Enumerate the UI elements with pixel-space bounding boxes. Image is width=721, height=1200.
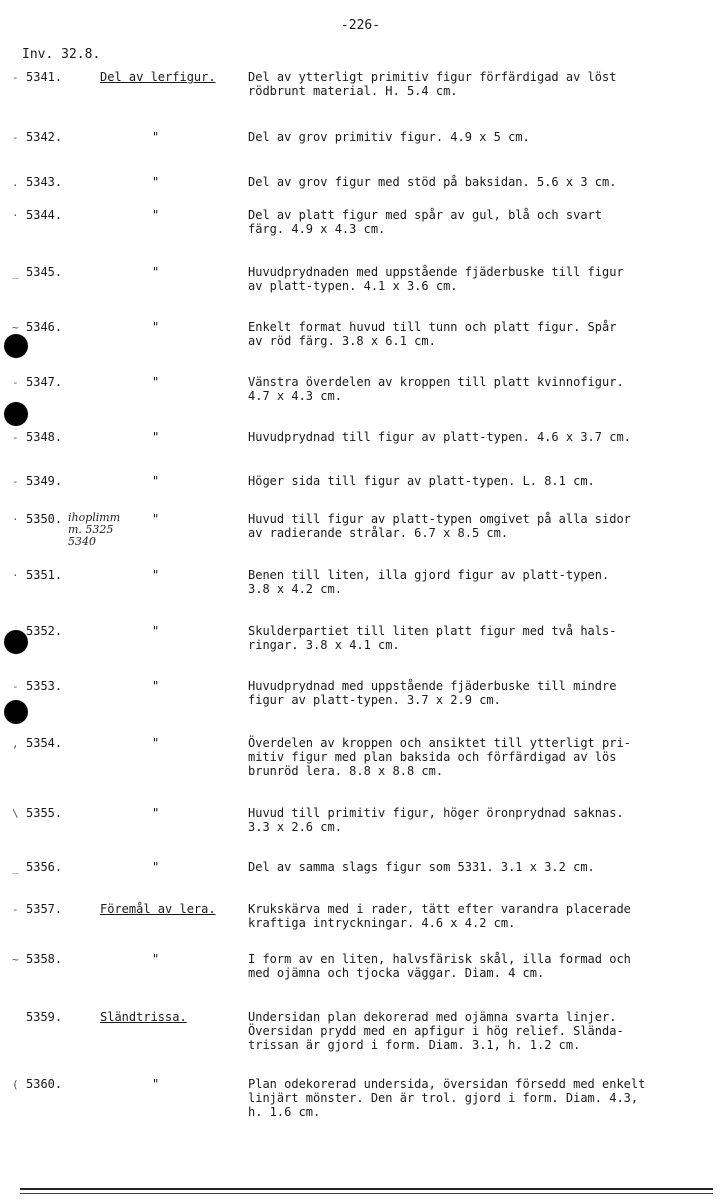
ditto-mark: " <box>152 375 160 389</box>
entry-number: 5341. <box>26 70 63 84</box>
margin-tick: - <box>12 903 19 916</box>
entry-number: 5356. <box>26 860 63 874</box>
entry-number: 5349. <box>26 474 63 488</box>
entry-number: 5355. <box>26 806 63 820</box>
page-number: -226- <box>340 18 381 33</box>
entry-description: Del av grov figur med stöd på baksidan. 5.6 x 3 cm. <box>248 175 617 189</box>
ditto-mark: " <box>152 474 160 488</box>
margin-tick: - <box>12 376 19 389</box>
punch-hole <box>4 402 28 426</box>
ditto-mark: " <box>152 175 160 189</box>
entry-number: 5350. <box>26 512 63 526</box>
margin-tick: _ <box>12 266 19 279</box>
entry-number: 5342. <box>26 130 63 144</box>
margin-tick: ~ <box>12 321 19 334</box>
entry-number: 5345. <box>26 265 63 279</box>
ditto-mark: " <box>152 952 160 966</box>
entry-number: 5343. <box>26 175 63 189</box>
entry-description: Enkelt format huvud till tunn och platt figur. Spår av röd färg. 3.8 x 6.1 cm. <box>248 320 617 348</box>
entry-description: Överdelen av kroppen och ansiktet till ytterligt pri- mitiv figur med plan baksida och förfärdigad av lös brunröd lera. 8.8 x 8.8 cm. <box>248 736 631 778</box>
entry-number: 5344. <box>26 208 63 222</box>
ditto-mark: " <box>152 624 160 638</box>
entry-description: Höger sida till figur av platt-typen. L. 8.1 cm. <box>248 474 595 488</box>
entry-number: 5357. <box>26 902 63 916</box>
punch-hole <box>4 630 28 654</box>
margin-tick: , <box>12 737 19 750</box>
entry-number: 5354. <box>26 736 63 750</box>
entry-description: Del av ytterligt primitiv figur förfärdigad av löst rödbrunt material. H. 5.4 cm. <box>248 70 617 98</box>
margin-tick: - <box>12 680 19 693</box>
entry-description: I form av en liten, halvsfärisk skål, illa formad och med ojämna och tjocka väggar. Diam. 4 cm. <box>248 952 631 980</box>
margin-tick: · <box>12 569 19 582</box>
handwritten-note: ihoplimm m. 5325 5340 <box>68 511 121 548</box>
ditto-mark: " <box>152 806 160 820</box>
ditto-mark: " <box>152 320 160 334</box>
ditto-mark: " <box>152 860 160 874</box>
ditto-mark: " <box>152 568 160 582</box>
entry-number: 5348. <box>26 430 63 444</box>
entry-description: Plan odekorerad undersida, översidan försedd med enkelt linjärt mönster. Den är trol. gjord i form. Diam. 4.3, h. 1.6 cm. <box>248 1077 646 1119</box>
ditto-mark: " <box>152 679 160 693</box>
entry-number: 5353. <box>26 679 63 693</box>
ditto-mark: " <box>152 1077 160 1091</box>
ditto-mark: " <box>152 430 160 444</box>
entry-number: 5347. <box>26 375 63 389</box>
ditto-mark: " <box>152 736 160 750</box>
ditto-mark: " <box>152 208 160 222</box>
entry-number: 5360. <box>26 1077 63 1091</box>
entry-description: Huvudprydnad med uppstående fjäderbuske till mindre figur av platt-typen. 3.7 x 2.9 cm. <box>248 679 617 707</box>
margin-tick: _ <box>12 861 19 874</box>
inventory-heading: Inv. 32.8. <box>22 47 101 62</box>
margin-tick: - <box>12 131 19 144</box>
entry-description: Skulderpartiet till liten platt figur med två hals- ringar. 3.8 x 4.1 cm. <box>248 624 617 652</box>
punch-hole <box>4 334 28 358</box>
entry-description: Krukskärva med i rader, tätt efter varandra placerade kraftiga intryckningar. 4.6 x 4.2 cm. <box>248 902 631 930</box>
margin-tick: · <box>12 209 19 222</box>
entry-number: 5359. <box>26 1010 63 1024</box>
entry-description: Vänstra överdelen av kroppen till platt kvinnofigur. 4.7 x 4.3 cm. <box>248 375 624 403</box>
entry-description: Huvudprydnad till figur av platt-typen. 4.6 x 3.7 cm. <box>248 430 631 444</box>
entry-category: Föremål av lera. <box>100 902 216 916</box>
entry-category: Del av lerfigur. <box>100 70 216 84</box>
ditto-mark: " <box>152 265 160 279</box>
margin-tick: ( <box>12 1078 19 1091</box>
margin-tick: \ <box>12 807 19 820</box>
bottom-border <box>20 1193 713 1194</box>
entry-description: Del av grov primitiv figur. 4.9 x 5 cm. <box>248 130 530 144</box>
margin-tick: - <box>12 71 19 84</box>
entry-description: Huvudprydnaden med uppstående fjäderbuske till figur av platt-typen. 4.1 x 3.6 cm. <box>248 265 624 293</box>
entry-description: Undersidan plan dekorerad med ojämna svarta linjer. Översidan prydd med en apfigur i hög relief. Slända- trissan är gjord i form. Diam. 3.1, h. 1.2 cm. <box>248 1010 624 1052</box>
bottom-border <box>20 1188 713 1190</box>
margin-tick: - <box>12 475 19 488</box>
entry-description: Del av platt figur med spår av gul, blå och svart färg. 4.9 x 4.3 cm. <box>248 208 603 236</box>
margin-tick: ~ <box>12 953 19 966</box>
ditto-mark: " <box>152 512 160 526</box>
ditto-mark: " <box>152 130 160 144</box>
margin-tick: · <box>12 513 19 526</box>
entry-number: 5352. <box>26 624 63 638</box>
entry-description: Huvud till figur av platt-typen omgivet på alla sidor av radierande strålar. 6.7 x 8.5 cm. <box>248 512 631 540</box>
margin-tick: - <box>12 431 19 444</box>
entry-description: Huvud till primitiv figur, höger öronprydnad saknas. 3.3 x 2.6 cm. <box>248 806 624 834</box>
entry-description: Benen till liten, illa gjord figur av platt-typen. 3.8 x 4.2 cm. <box>248 568 610 596</box>
margin-tick: . <box>12 176 19 189</box>
entry-number: 5358. <box>26 952 63 966</box>
entry-number: 5346. <box>26 320 63 334</box>
punch-hole <box>4 700 28 724</box>
entry-description: Del av samma slags figur som 5331. 3.1 x 3.2 cm. <box>248 860 595 874</box>
entry-number: 5351. <box>26 568 63 582</box>
entry-category: Sländtrissa. <box>100 1010 187 1024</box>
